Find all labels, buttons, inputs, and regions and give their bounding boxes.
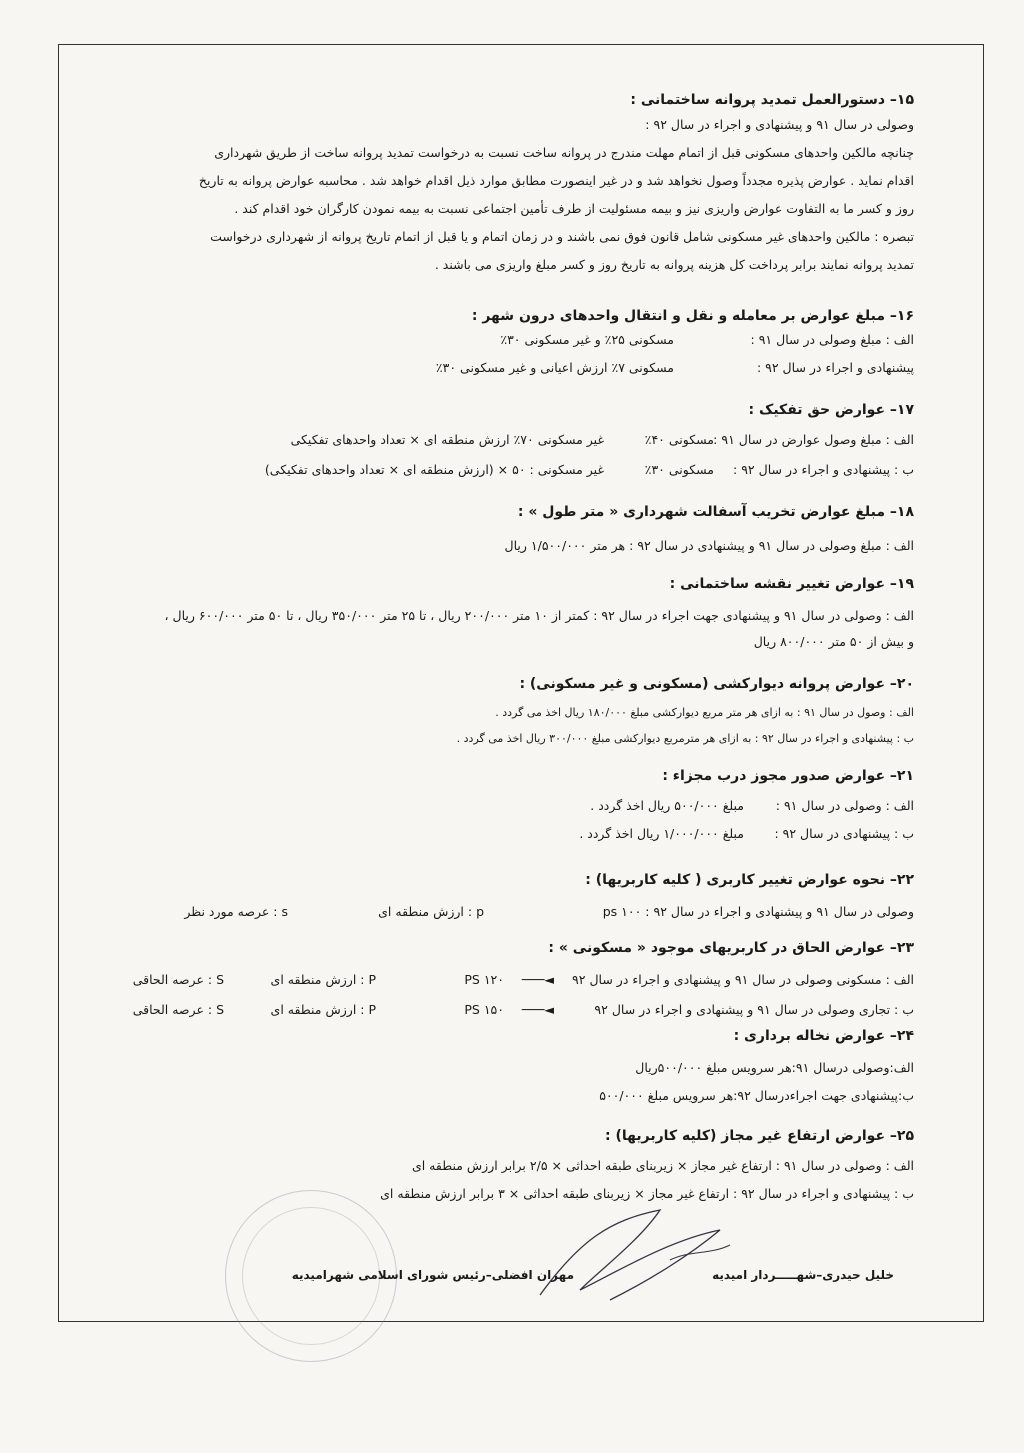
section-23-title: ۲۳– عوارض الحاق در کاربریهای موجود « مسکونی » :	[548, 940, 914, 956]
s23-b-p: P : ارزش منطقه ای	[270, 1002, 376, 1017]
section-18-title: ۱۸– مبلغ عوارض تخریب آسفالت شهرداری « متر طول » :	[517, 504, 914, 520]
section-25-title: ۲۵– عوارض ارتفاع غیر مجاز (کلیه کاربریها) :	[605, 1128, 914, 1144]
section-22-title: ۲۲– نحوه عوارض تغییر کاربری ( کلیه کاربریها) :	[585, 872, 914, 888]
s23-a-s: S : عرصه الحاقی	[132, 972, 224, 987]
s17-a-label: الف : مبلغ وصول عوارض در سال ۹۱ :	[713, 432, 914, 447]
s21-a-value: مبلغ ۵۰۰/۰۰۰ ریال اخذ گردد .	[590, 798, 744, 813]
s21-b-label: ب : پیشنهادی در سال ۹۲ :	[774, 826, 914, 841]
s17-b-label: ب : پیشنهادی و اجراء در سال ۹۲ :	[733, 462, 914, 477]
section-16-title: ۱۶– مبلغ عوارض بر معامله و نقل و انتقال واحدهای درون شهر :	[471, 308, 914, 324]
section-20-title: ۲۰– عوارض پروانه دیوارکشی (مسکونی و غیر مسکونی) :	[519, 676, 914, 692]
s19-a1: الف : وصولی در سال ۹۱ و پیشنهادی جهت اجراء در سال ۹۲ : کمتر از ۱۰ متر ۲۰۰/۰۰۰ ریال ، تا ۲۵ متر ۳۵۰/۰۰۰ ریال ، تا ۵۰ متر ۶۰۰/۰۰۰ ریال ،	[164, 608, 914, 623]
arrow-icon: ◄───	[521, 1002, 554, 1017]
section-15-line: روز و کسر ما به التفاوت عوارض واریزی نیز و بیمه مسئولیت از طرف تأمین اجتماعی نسبت به بیمه نمودن کارگران خود اقدام کند .	[234, 201, 914, 216]
s22-s-def: s : عرصه مورد نظر	[184, 904, 288, 919]
s18-a: الف : مبلغ وصولی در سال ۹۱ و پیشنهادی در سال ۹۲ : هر متر ۱/۵۰۰/۰۰۰ ریال	[504, 538, 914, 553]
s16-a-value: مسکونی ۲۵٪ و غیر مسکونی ۳۰٪	[500, 332, 674, 347]
mayor-signature	[520, 1200, 750, 1310]
s16-b-label: پیشنهادی و اجراء در سال ۹۲ :	[756, 360, 914, 375]
section-24-title: ۲۴– عوارض نخاله برداری :	[733, 1028, 914, 1044]
s25-a: الف : وصولی در سال ۹۱ : ارتفاع غیر مجاز × زیربنای طبقه احداثی × ۲/۵ برابر ارزش منطقه ای	[411, 1158, 914, 1173]
section-19-title: ۱۹– عوارض تغییر نقشه ساختمانی :	[669, 576, 914, 592]
s24-a: الف:وصولی درسال ۹۱:هر سرویس مبلغ ۵۰۰/۰۰۰ریال	[635, 1060, 914, 1075]
mayor-signature-label: خلیل حیدری–شهـــــردار امیدیه	[712, 1268, 894, 1282]
s22-line: وصولی در سال ۹۱ و پیشنهادی و اجراء در سال ۹۲ : ps ۱۰۰	[602, 904, 914, 919]
section-21-title: ۲۱– عوارض صدور مجوز درب مجزاء :	[662, 768, 914, 784]
s21-b-value: مبلغ ۱/۰۰۰/۰۰۰ ریال اخذ گردد .	[579, 826, 744, 841]
s17-b-nonres: غیر مسکونی : ۵۰ × (ارزش منطقه ای × تعداد واحدهای تفکیکی)	[264, 462, 604, 477]
s17-b-res: مسکونی ۳۰٪	[644, 462, 714, 477]
s23-a-formula: ۱۲۰ PS	[464, 972, 504, 987]
s25-b: ب : پیشنهادی و اجراء در سال ۹۲ : ارتفاع غیر مجاز × زیربنای طبقه احداثی × ۳ برابر ارزش منطقه ای	[380, 1186, 914, 1201]
s20-a: الف : وصول در سال ۹۱ : به ازای هر متر مربع دیوارکشی مبلغ ۱۸۰/۰۰۰ ریال اخذ می گردد .	[495, 706, 914, 719]
s21-a-label: الف : وصولی در سال ۹۱ :	[775, 798, 914, 813]
s23-b-formula: ۱۵۰ PS	[464, 1002, 504, 1017]
s17-a-nonres: غیر مسکونی ۷۰٪ ارزش منطقه ای × تعداد واحدهای تفکیکی	[290, 432, 604, 447]
section-15-note: تبصره : مالکین واحدهای غیر مسکونی شامل قانون فوق نمی باشند و در زمان اتمام و یا قبل از اتمام تاریخ پروانه از شهرداری درخواست	[210, 229, 914, 244]
section-15-line: وصولی در سال ۹۱ و پیشنهادی و اجراء در سال ۹۲ :	[645, 117, 914, 132]
section-15-line: اقدام نماید . عوارض پذیره مجدداً وصول نخواهد شد و در غیر اینصورت مطابق موارد ذیل اقدام خواهد شد . محاسبه عوارض پروانه به تاریخ	[198, 173, 914, 188]
s19-a2: و بیش از ۵۰ متر ۸۰۰/۰۰۰ ریال	[753, 634, 914, 649]
s16-a-label: الف : مبلغ وصولی در سال ۹۱ :	[750, 332, 914, 347]
arrow-icon: ◄───	[521, 972, 554, 987]
s23-b-label: ب : تجاری وصولی در سال ۹۱ و پیشنهادی و اجراء در سال ۹۲	[594, 1002, 914, 1017]
s17-a-res: مسکونی ۴۰٪	[644, 432, 714, 447]
s23-b-s: S : عرصه الحاقی	[132, 1002, 224, 1017]
section-17-title: ۱۷– عوارض حق تفکیک :	[748, 402, 914, 418]
s24-b: ب:پیشنهادی جهت اجراءدرسال ۹۲:هر سرویس مبلغ ۵۰۰/۰۰۰	[599, 1088, 914, 1103]
s22-p-def: p : ارزش منطقه ای	[378, 904, 484, 919]
s23-a-p: P : ارزش منطقه ای	[270, 972, 376, 987]
s20-b: ب : پیشنهادی و اجراء در سال ۹۲ : به ازای هر مترمربع دیوارکشی مبلغ ۳۰۰/۰۰۰ ریال اخذ می گردد .	[456, 732, 914, 745]
section-15-note: تمدید پروانه نمایند برابر پرداخت کل هزینه پروانه به تاریخ روز و کسر مبلغ واریزی می باشند .	[434, 257, 914, 272]
section-15-line: چنانچه مالکین واحدهای مسکونی قبل از اتمام مهلت مندرج در پروانه ساخت نسبت به درخواست تمدید پروانه ساخت از طریق شهرداری	[214, 145, 914, 160]
s23-a-label: الف : مسکونی وصولی در سال ۹۱ و پیشنهادی و اجراء در سال ۹۲	[572, 972, 914, 987]
section-15-title: ۱۵– دستورالعمل تمدید پروانه ساختمانی :	[630, 92, 914, 108]
council-signature-label: مهران افضلی–رئیس شورای اسلامی شهرامیدیه	[291, 1268, 574, 1282]
s16-b-value: مسکونی ۷٪ ارزش اعیانی و غیر مسکونی ۳۰٪	[435, 360, 674, 375]
